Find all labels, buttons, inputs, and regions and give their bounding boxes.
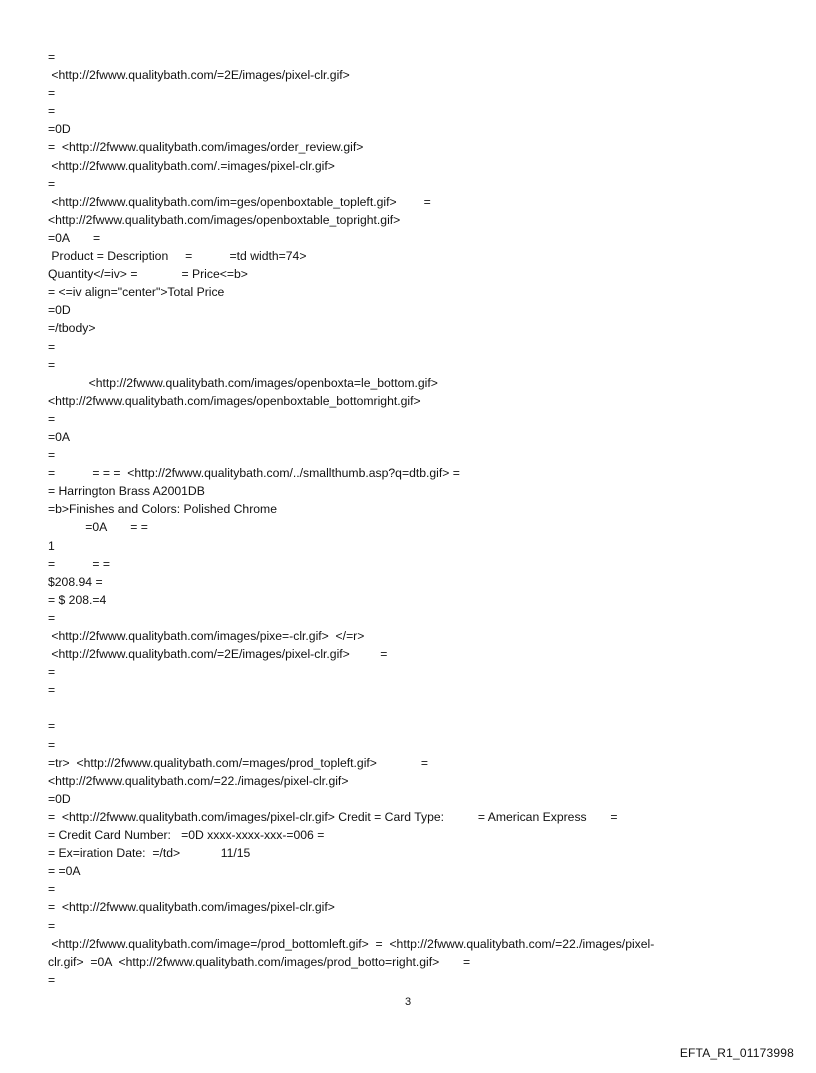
text-line: = = = <box>48 556 110 571</box>
text-line: <http://2fwww.qualitybath.com/=22./images/pixel-clr.gif> <box>48 773 349 788</box>
text-line: <http://2fwww.qualitybath.com/images/pixe=-clr.gif> </=r> <box>48 629 365 643</box>
text-line: clr.gif> =0A <http://2fwww.qualitybath.com/images/prod_botto=right.gif> = <box>48 954 471 969</box>
text-line: =0D <box>48 791 71 806</box>
text-line: =tr> <http://2fwww.qualitybath.com/=mages/prod_topleft.gif> = <box>48 755 429 770</box>
text-line: = <box>48 411 56 426</box>
text-line: =0A <box>48 429 71 444</box>
text-line: <http://2fwww.qualitybath.com/image=/prod_bottomleft.gif> = <http://2fwww.qualitybath.com/=22./images/pixel- <box>48 936 655 951</box>
text-line: 1 <box>48 538 55 553</box>
text-line <box>48 699 778 717</box>
text-line: = Ex=iration Date: =/td> 11/15 <box>48 846 251 861</box>
text-line: <http://2fwww.qualitybath.com/.=images/pixel-clr.gif> <box>48 158 335 173</box>
text-line: = <http://2fwww.qualitybath.com/images/pixel-clr.gif> <box>48 900 335 915</box>
text-line: <http://2fwww.qualitybath.com/images/openboxta=le_bottom.gif> <box>48 375 438 390</box>
text-line: = = = = <http://2fwww.qualitybath.com/../smallthumb.asp?q=dtb.gif> = <box>48 466 460 481</box>
text-line: <http://2fwww.qualitybath.com/=2E/images/pixel-clr.gif> = <box>48 647 388 662</box>
text-line: Product = Description = =td width=74> <box>48 249 307 264</box>
email-source-text <box>48 48 778 989</box>
text-line: <http://2fwww.qualitybath.com/images/openboxtable_bottomright.gif> <box>48 393 421 408</box>
text-line: =0D <box>48 303 71 318</box>
text-line: = <http://2fwww.qualitybath.com/images/order_review.gif> <box>48 140 364 155</box>
text-line: = <box>48 683 56 698</box>
text-line: =0D <box>48 122 71 137</box>
text-line: = <box>48 339 56 354</box>
text-line: $208.94 = <box>48 574 103 589</box>
text-line: =/tbody> <box>48 321 96 336</box>
text-line: =b>Finishes and Colors: Polished Chrome <box>48 502 277 517</box>
text-line: = <box>48 448 56 463</box>
text-line: = Credit Card Number: =0D xxxx-xxxx-xxx-=006 = <box>48 828 325 843</box>
text-line: <http://2fwww.qualitybath.com/im=ges/openboxtable_topleft.gif> = <box>48 194 431 209</box>
text-line: = <box>48 737 56 752</box>
text-line: = <box>48 882 56 897</box>
text-line: = <box>48 357 56 372</box>
text-line: = Harrington Brass A2001DB <box>48 484 205 499</box>
text-line: = <=iv align="center">Total Price <box>48 285 225 300</box>
bates-number: EFTA_R1_01173998 <box>679 1046 794 1060</box>
text-line: = =0A <box>48 864 81 879</box>
text-line: = <box>48 104 56 119</box>
text-line: <http://2fwww.qualitybath.com/=2E/images/pixel-clr.gif> <box>48 68 350 83</box>
text-line: Quantity</=iv> = = Price<=b> <box>48 267 248 282</box>
text-line: = <box>48 972 56 987</box>
text-line: = <box>48 665 56 680</box>
text-line: = <box>48 610 56 625</box>
text-line: =0A = <box>48 230 101 245</box>
text-line: = <box>48 719 56 734</box>
text-line: = <http://2fwww.qualitybath.com/images/pixel-clr.gif> Credit = Card Type: = American Express = <box>48 809 618 824</box>
text-line: = <box>48 918 56 933</box>
page-number: 3 <box>404 996 412 1008</box>
text-line: = <box>48 50 56 64</box>
text-line: <http://2fwww.qualitybath.com/images/openboxtable_topright.gif> <box>48 212 401 227</box>
text-line: = <box>48 176 56 191</box>
text-line: =0A = = <box>48 520 148 535</box>
text-line: = <box>48 86 56 101</box>
text-line: = $ 208.=4 <box>48 592 107 607</box>
